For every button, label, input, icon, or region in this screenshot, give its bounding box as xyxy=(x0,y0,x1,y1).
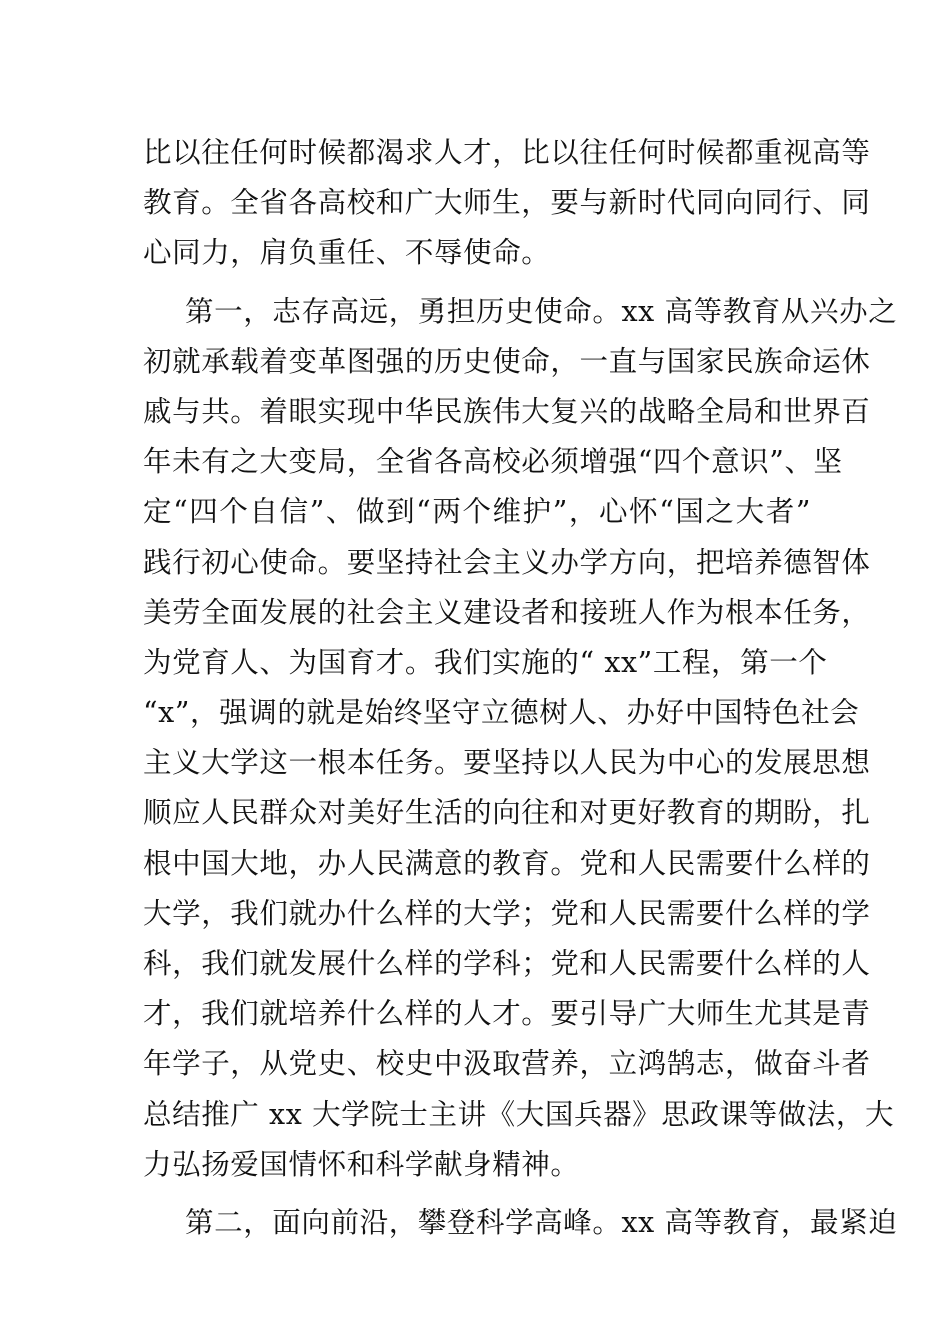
text-line: 第一，志存高远，勇担历史使命。xx 高等教育从兴办之 xyxy=(185,294,898,328)
text-line: 美劳全面发展的社会主义建设者和接班人作为根本任务， xyxy=(143,595,871,629)
text-line: 比以往任何时候都渴求人才，比以往任何时候都重视高等 xyxy=(143,136,871,169)
text-line: 教育。全省各高校和广大师生，要与新时代同向同行、同 xyxy=(143,186,871,220)
text-line: 定“四个自信”、做到“两个维护”，心怀“国之大者” xyxy=(143,495,811,529)
text-line: 初就承载着变革图强的历史使命，一直与国家民族命运休 xyxy=(143,344,871,378)
text-line: 年学子，从党史、校史中汲取营养，立鸿鹄志，做奋斗者 xyxy=(143,1047,871,1081)
text-line: 总结推广 xx 大学院士主讲《大国兵器》思政课等做法，大 xyxy=(143,1097,895,1131)
text-line: 年未有之大变局，全省各高校必须增强“四个意识”、坚 xyxy=(143,445,843,479)
text-line: 大学，我们就办什么样的大学；党和人民需要什么样的学 xyxy=(143,896,871,930)
paragraph xyxy=(143,287,898,1190)
text-line: 顺应人民群众对美好生活的向往和对更好教育的期盼，扎 xyxy=(143,796,871,830)
text-line: 戚与共。着眼实现中华民族伟大复兴的战略全局和世界百 xyxy=(143,394,871,428)
text-line: 根中国大地，办人民满意的教育。党和人民需要什么样的 xyxy=(143,846,871,880)
text-line: 科，我们就发展什么样的学科；党和人民需要什么样的人 xyxy=(143,947,871,980)
document-body xyxy=(143,128,898,1248)
text-line: 才，我们就培养什么样的人才。要引导广大师生尤其是青 xyxy=(143,997,871,1031)
text-line: “x”，强调的就是始终坚守立德树人、办好中国特色社会 xyxy=(143,696,860,730)
paragraph xyxy=(143,1198,898,1248)
text-line: 第二，面向前沿，攀登科学高峰。xx 高等教育，最紧迫 xyxy=(185,1205,898,1239)
paragraph xyxy=(143,128,871,279)
text-line: 力弘扬爱国情怀和科学献身精神。 xyxy=(143,1147,580,1181)
text-line: 主义大学这一根本任务。要坚持以人民为中心的发展思想 xyxy=(143,746,871,780)
text-line: 为党育人、为国育才。我们实施的“ xx”工程，第一个 xyxy=(143,645,828,679)
text-line: 心同力，肩负重任、不辱使命。 xyxy=(143,236,551,270)
text-line: 践行初心使命。要坚持社会主义办学方向，把培养德智体 xyxy=(143,545,871,579)
